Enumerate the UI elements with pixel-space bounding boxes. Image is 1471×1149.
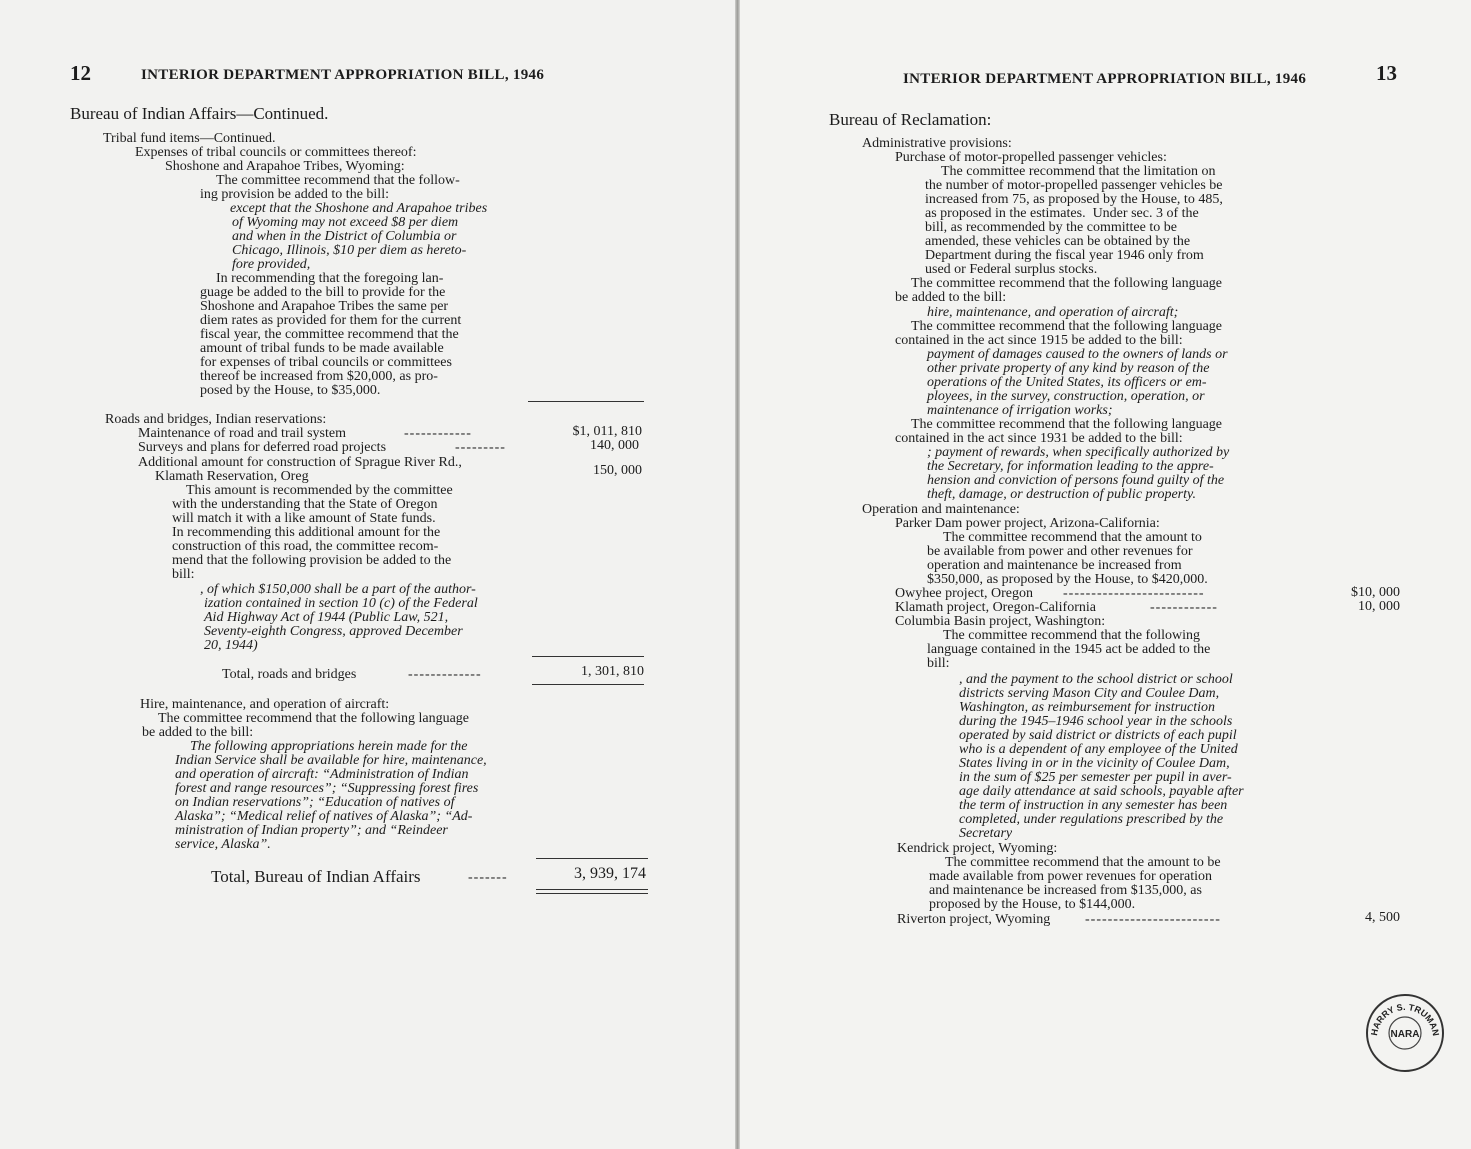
column-rule — [536, 858, 648, 859]
text-line: The committee recommend that the amount to be — [945, 855, 1221, 870]
text-line: bill: — [927, 656, 950, 671]
quoted-provision: and when in the District of Columbia or — [232, 229, 457, 244]
quoted-provision: The following appropriations herein made for the — [190, 739, 468, 754]
text-line: Parker Dam power project, Arizona-California: — [895, 516, 1160, 531]
line-item: Additional amount for construction of Sprague River Rd., — [138, 455, 462, 470]
text-line: diem rates as provided for them for the current — [200, 313, 462, 328]
text-line: amended, these vehicles can be obtained by the — [925, 234, 1191, 249]
leader-dots: ------------------------ — [1085, 912, 1221, 927]
text-line: The committee recommend that the following language — [911, 276, 1223, 291]
text-line: increased from 75, as proposed by the House, to 485, — [925, 192, 1223, 207]
quoted-provision: except that the Shoshone and Arapahoe tribes — [230, 201, 488, 216]
leader-dots: ------------ — [404, 426, 472, 441]
quoted-provision: in the sum of $25 per semester per pupil in aver- — [959, 770, 1232, 785]
quoted-provision: Chicago, Illinois, $10 per diem as hereto- — [232, 243, 467, 258]
quoted-provision: , of which $150,000 shall be a part of the author- — [200, 582, 476, 597]
quoted-provision: service, Alaska”. — [175, 837, 271, 852]
quoted-provision: Washington, as reimbursement for instruction — [959, 700, 1216, 715]
quoted-provision: other private property of any kind by reason of the — [927, 361, 1210, 376]
amount: $10, 000 — [1351, 585, 1400, 600]
quoted-provision: on Indian reservations”; “Education of natives of — [175, 795, 455, 810]
line-item: Riverton project, Wyoming — [897, 912, 1051, 927]
stamp-text-top: HARRY S. TRUMAN — [1369, 1001, 1442, 1037]
text-line: Hire, maintenance, and operation of aircraft: — [140, 697, 390, 712]
quoted-provision: forest and range resources”; “Suppressing forest fires — [175, 781, 479, 796]
left-running-head: INTERIOR DEPARTMENT APPROPRIATION BILL, 1946 — [141, 67, 545, 83]
text-line: mend that the following provision be added to the — [172, 553, 452, 568]
truman-library-stamp-icon — [1364, 992, 1446, 1074]
quoted-provision: maintenance of irrigation works; — [927, 403, 1113, 418]
quoted-provision: the term of instruction in any semester has been — [959, 798, 1228, 813]
total-amount: 1, 301, 810 — [581, 664, 644, 679]
text-line: be available from power and other revenues for — [927, 544, 1193, 559]
column-rule — [532, 656, 644, 657]
leader-dots: ------------------------- — [1063, 586, 1205, 601]
column-rule — [528, 401, 644, 402]
total-label: Total, roads and bridges — [222, 667, 357, 682]
line-item: Klamath Reservation, Oreg — [155, 469, 309, 484]
quoted-provision: operations of the United States, its officers or em- — [927, 375, 1207, 390]
text-line: construction of this road, the committee recom- — [172, 539, 439, 554]
text-line: amount of tribal funds to be made available — [200, 341, 444, 356]
text-line: Shoshone and Arapahoe Tribes, Wyoming: — [165, 159, 405, 174]
grand-total-label: Total, Bureau of Indian Affairs — [211, 867, 421, 886]
text-line: guage be added to the bill to provide for the — [200, 285, 446, 300]
text-line: Tribal fund items—Continued. — [103, 131, 276, 146]
text-line: posed by the House, to $35,000. — [200, 383, 381, 398]
quoted-provision: districts serving Mason City and Coulee Dam, — [959, 686, 1220, 701]
right-section-title: Bureau of Reclamation: — [829, 110, 992, 129]
quoted-provision: Seventy-eighth Congress, approved December — [204, 624, 463, 639]
quoted-provision: the Secretary, for information leading to the appre- — [927, 459, 1214, 474]
column-rule — [532, 684, 644, 685]
text-line: with the understanding that the State of Oregon — [172, 497, 438, 512]
text-line: thereof be increased from $20,000, as pro- — [200, 369, 438, 384]
quoted-provision: ization contained in section 10 (c) of the Federal — [204, 596, 478, 611]
quoted-provision: theft, damage, or destruction of public property. — [927, 487, 1196, 502]
right-page-number: 13 — [1376, 61, 1397, 85]
text-line: Columbia Basin project, Washington: — [895, 614, 1106, 629]
quoted-provision: hension and conviction of persons found guilty of the — [927, 473, 1225, 488]
text-line: as proposed in the estimates. Under sec. 3 of the — [925, 206, 1199, 221]
line-item: Surveys and plans for deferred road projects — [138, 440, 387, 455]
amount: 150, 000 — [593, 463, 642, 478]
text-line: Kendrick project, Wyoming: — [897, 841, 1058, 856]
quoted-provision: and operation of aircraft: “Administration of Indian — [175, 767, 469, 782]
leader-dots: ------------- — [408, 667, 482, 682]
text-line: In recommending this additional amount for the — [172, 525, 441, 540]
quoted-provision: fore provided, — [232, 257, 311, 272]
quoted-provision: hire, maintenance, and operation of aircraft; — [927, 305, 1179, 320]
text-line: The committee recommend that the following language — [911, 417, 1223, 432]
quoted-provision: payment of damages caused to the owners of lands or — [927, 347, 1228, 362]
left-section-title: Bureau of Indian Affairs—Continued. — [70, 104, 329, 123]
text-line: for expenses of tribal councils or committees — [200, 355, 452, 370]
quoted-provision: ployees, in the survey, construction, operation, or — [927, 389, 1205, 404]
text-line: and maintenance be increased from $135,000, as — [929, 883, 1202, 898]
text-line: ing provision be added to the bill: — [200, 187, 389, 202]
quoted-provision: completed, under regulations prescribed by the — [959, 812, 1224, 827]
text-line: The committee recommend that the following language — [911, 319, 1223, 334]
quoted-provision: who is a dependent of any employee of the United — [959, 742, 1238, 757]
text-line: bill, as recommended by the committee to be — [925, 220, 1177, 235]
text-line: Operation and maintenance: — [862, 502, 1020, 517]
quoted-provision: , and the payment to the school district or school — [959, 672, 1233, 687]
text-line: made available from power revenues for operation — [929, 869, 1212, 884]
amount: $1, 011, 810 — [572, 424, 642, 439]
amount: 10, 000 — [1358, 599, 1400, 614]
text-line: the number of motor-propelled passenger vehicles be — [925, 178, 1223, 193]
grand-total-amount: 3, 939, 174 — [574, 865, 646, 882]
right-running-head: INTERIOR DEPARTMENT APPROPRIATION BILL, 1946 — [903, 71, 1307, 87]
text-line: Department during the fiscal year 1946 only from — [925, 248, 1204, 263]
quoted-provision: Indian Service shall be available for hire, maintenance, — [175, 753, 487, 768]
amount: 140, 000 — [590, 438, 639, 453]
text-line: be added to the bill: — [142, 725, 254, 740]
text-line: $350,000, as proposed by the House, to $420,000. — [927, 572, 1208, 587]
leader-dots: ------- — [468, 870, 508, 885]
amount: 4, 500 — [1365, 910, 1400, 925]
double-rule — [536, 889, 648, 894]
text-line: used or Federal surplus stocks. — [925, 262, 1098, 277]
quoted-provision: during the 1945–1946 school year in the schools — [959, 714, 1233, 729]
text-line: This amount is recommended by the committee — [186, 483, 453, 498]
left-page-number: 12 — [70, 61, 91, 85]
text-line: bill: — [172, 567, 195, 582]
quoted-provision: Secretary — [959, 826, 1013, 841]
quoted-provision: ministration of Indian property”; and “Reindeer — [175, 823, 448, 838]
text-line: The committee recommend that the follow- — [216, 173, 460, 188]
leader-dots: --------- — [455, 440, 506, 455]
line-item: Klamath project, Oregon-California — [895, 600, 1096, 615]
text-line: language contained in the 1945 act be added to the — [927, 642, 1211, 657]
quoted-provision: Alaska”; “Medical relief of natives of Alaska”; “Ad- — [175, 809, 473, 824]
quoted-provision: of Wyoming may not exceed $8 per diem — [232, 215, 459, 230]
line-item: Maintenance of road and trail system — [138, 426, 346, 441]
text-line: The committee recommend that the following language — [158, 711, 470, 726]
quoted-provision: States living in or in the vicinity of Coulee Dam, — [959, 756, 1230, 771]
text-line: The committee recommend that the following — [943, 628, 1200, 643]
quoted-provision: operated by said district or districts of each pupil — [959, 728, 1237, 743]
text-line: Purchase of motor-propelled passenger vehicles: — [895, 150, 1167, 165]
text-line: Shoshone and Arapahoe Tribes the same per — [200, 299, 449, 314]
text-line: The committee recommend that the amount to — [943, 530, 1202, 545]
stamp-center-text: NARA — [1390, 1029, 1420, 1040]
text-line: In recommending that the foregoing lan- — [216, 271, 444, 286]
text-line: contained in the act since 1931 be added to the bill: — [895, 431, 1183, 446]
quoted-provision: ; payment of rewards, when specifically authorized by — [927, 445, 1230, 460]
text-line: Expenses of tribal councils or committees thereof: — [135, 145, 417, 160]
text-line: Administrative provisions: — [862, 136, 1012, 151]
text-line: contained in the act since 1915 be added to the bill: — [895, 333, 1183, 348]
text-line: Roads and bridges, Indian reservations: — [105, 412, 327, 427]
text-line: will match it with a like amount of State funds. — [172, 511, 436, 526]
text-line: operation and maintenance be increased from — [927, 558, 1182, 573]
line-item: Owyhee project, Oregon — [895, 586, 1034, 601]
quoted-provision: age daily attendance at said schools, payable after — [959, 784, 1244, 799]
quoted-provision: Aid Highway Act of 1944 (Public Law, 521, — [204, 610, 449, 625]
text-line: fiscal year, the committee recommend that the — [200, 327, 459, 342]
quoted-provision: 20, 1944) — [204, 638, 258, 653]
text-line: proposed by the House, to $144,000. — [929, 897, 1136, 912]
leader-dots: ------------ — [1150, 600, 1218, 615]
text-line: The committee recommend that the limitation on — [941, 164, 1216, 179]
text-line: be added to the bill: — [895, 290, 1007, 305]
